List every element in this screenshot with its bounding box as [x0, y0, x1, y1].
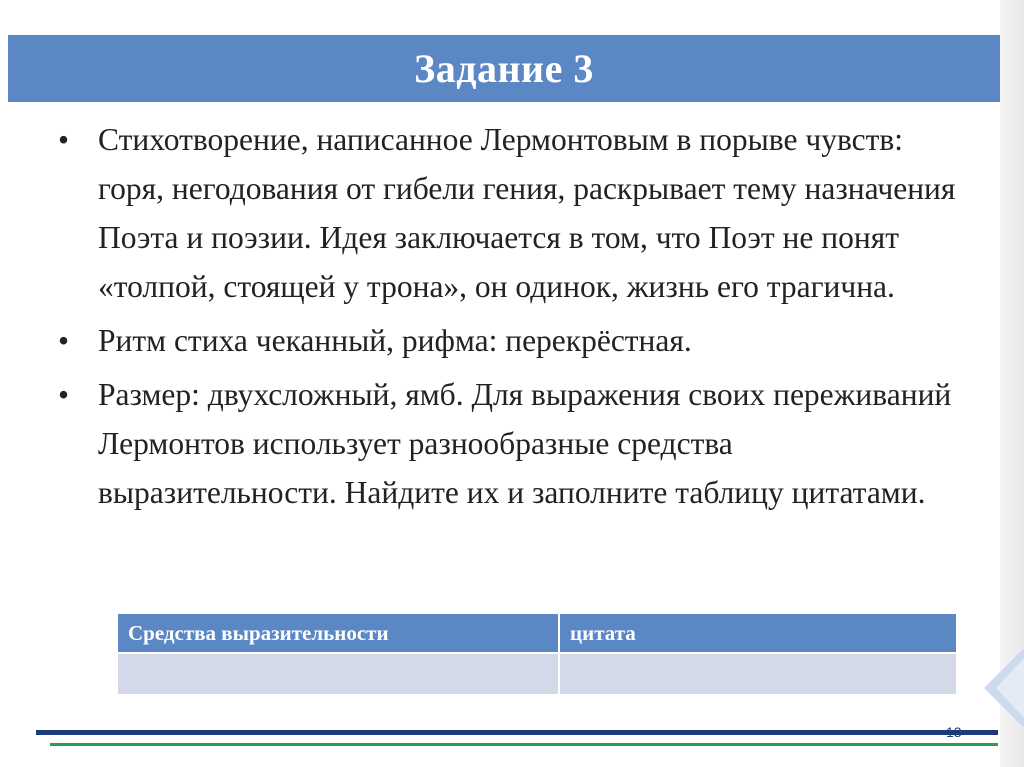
slide-title: Задание 3	[414, 46, 594, 91]
bullet-marker: •	[58, 377, 70, 412]
table-header-quote: цитата	[559, 613, 957, 653]
bullet-marker: •	[58, 323, 70, 358]
arrow-shape-icon	[982, 648, 1024, 728]
answer-table	[116, 612, 958, 696]
footer-line-blue	[36, 730, 998, 735]
bullet-marker: •	[58, 122, 70, 157]
table-cell-devices[interactable]	[117, 653, 559, 695]
bullet-item	[58, 370, 958, 517]
footer-line-green	[50, 743, 998, 746]
bullet-text: Размер: двухсложный, ямб. Для выражения своих переживаний Лермонтов использует разнообразные средства выразительности. Найдите их и заполните таблицу цитатами.	[98, 377, 952, 510]
bullet-text: Стихотворение, написанное Лермонтовым в порыве чувств: горя, негодования от гибели гения, раскрывает тему назначения Поэта и поэзии. Идея заключается в том, что Поэт не понят «толпой, стоящей у трона», он одинок, жизнь его трагична.	[98, 122, 956, 304]
bullet-item	[58, 115, 958, 311]
bullet-list	[58, 115, 958, 522]
table-cell-quote[interactable]	[559, 653, 957, 695]
table-header-devices: Средства выразительности	[117, 613, 559, 653]
title-band	[8, 35, 1000, 102]
table-header-row	[117, 613, 957, 653]
bullet-text: Ритм стиха чеканный, рифма: перекрёстная.	[98, 323, 692, 358]
page-number: 13	[946, 724, 962, 740]
table-row	[117, 653, 957, 695]
bullet-item	[58, 316, 958, 365]
